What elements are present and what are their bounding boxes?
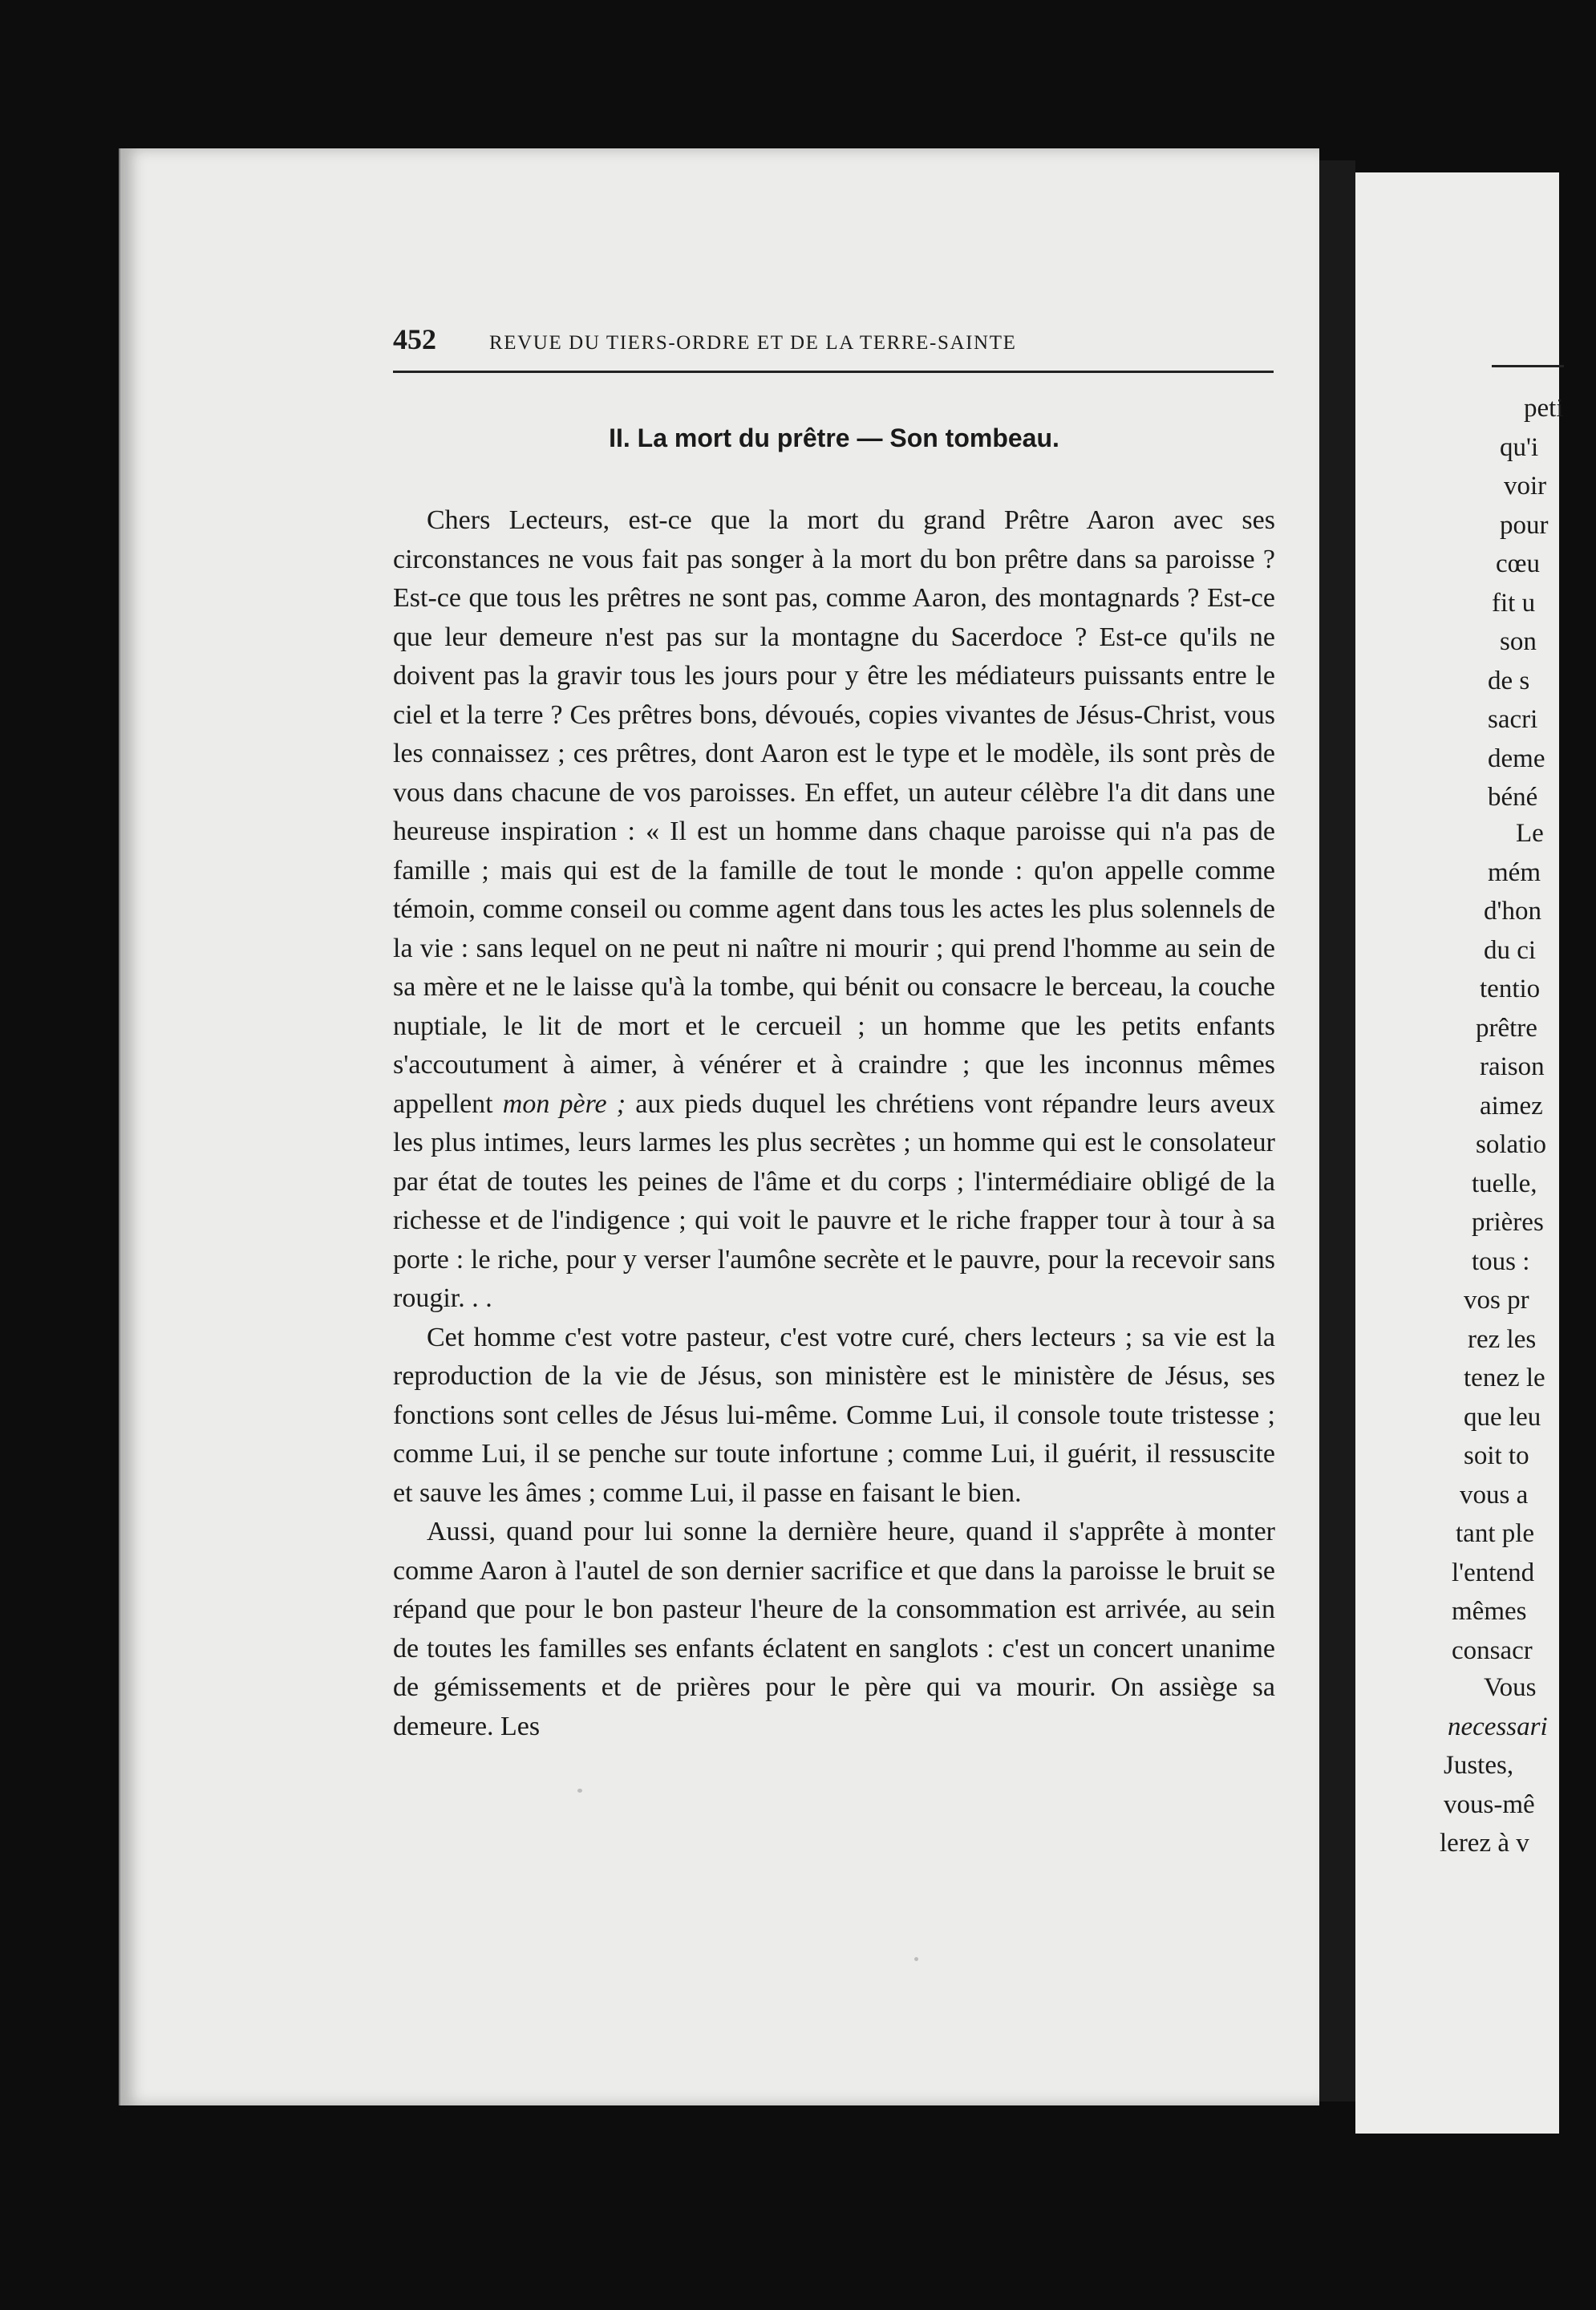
body-text [393,501,1275,1746]
right-page-line: Vous [1484,1673,1537,1702]
right-page-line: Le [1516,819,1544,848]
right-page-line: prières [1472,1208,1544,1237]
right-page-line: tenez le [1464,1364,1545,1392]
right-page-line: vous a [1460,1480,1529,1510]
right-page-line: de s [1488,666,1530,695]
paragraph: Aussi, quand pour lui sonne la dernière heure, quand il s'apprête à monter comme Aaron à l'autel de son dernier sacrifice et que dans la paroisse le bruit se répand que pour le bon pasteur l'heure de la consommation est arrivée, au sein de toutes les familles ses enfants éclatent en sanglots : c'est un concert unanime de gémissements et de prières pour le père qui va mourir. On assiège sa demeure. Les [393,1517,1275,1741]
right-page-line: que leu [1464,1402,1541,1432]
right-page-line: tuelle, [1472,1169,1537,1198]
right-page-line: fit u [1492,588,1536,618]
right-page-line: Justes, [1444,1751,1514,1780]
running-head: REVUE DU TIERS-ORDRE ET DE LA TERRE-SAINTE [489,332,1017,354]
paper-speck [914,1957,918,1961]
right-page-line: voir [1504,472,1547,500]
paragraph: Cet homme c'est votre pasteur, c'est votre curé, chers lecteurs ; sa vie est la reproduction de la vie de Jésus, son ministère est le ministère de Jésus, ses fonctions sont celles de Jésus lui-même. Comme Lui, il console toute tristesse ; comme Lui, il se penche sur toute infortune ; comme Lui, il guérit, il ressuscite et sauve les âmes ; comme Lui, il passe en faisant le bien. [393,1322,1275,1508]
paragraph [393,501,1275,1319]
italic-phrase: mon père ; [502,1088,626,1119]
right-page-line: consacr [1452,1635,1533,1665]
page-header [393,322,1275,364]
section-title: II. La mort du prêtre — Son tombeau. [609,424,1059,452]
right-page-line: solatio [1476,1130,1546,1159]
right-page-line: l'entend [1452,1558,1535,1587]
right-page-line: béné [1488,783,1538,812]
right-page-line: d'hon [1484,897,1541,926]
right-page-line: soit to [1464,1441,1529,1470]
right-page-line: mêmes [1452,1597,1527,1626]
header-rule [393,371,1274,373]
right-page-line: lerez à v [1440,1829,1529,1858]
right-header-rule [1492,365,1564,367]
right-page-line: mém [1488,857,1541,887]
right-page-line: tant ple [1456,1519,1535,1548]
right-page-line: son [1500,627,1537,656]
right-page-line: pour [1500,510,1549,540]
right-page-line: peti [1524,394,1564,423]
right-page-line: raison [1480,1052,1545,1081]
book-gutter [1319,160,1355,2101]
right-page-line: vos pr [1464,1286,1529,1315]
right-page-line: sacri [1488,705,1538,734]
right-page-line: qu'i [1500,432,1539,462]
right-page-line: deme [1488,744,1545,773]
right-page-line: prêtre [1476,1013,1537,1043]
paragraph-text: Chers Lecteurs, est-ce que la mort du grand Prêtre Aaron avec ses circonstances ne vous fait pas songer à la mort du bon prêtre dans sa paroisse ? Est-ce que tous les prêtres ne sont pas, comme Aaron, des montagnards ? Est-ce que leur demeure n'est pas sur la montagne du Sacerdoce ? Est-ce qu'ils ne doivent pas la gravir tous les jours pour y être les médiateurs puissants entre le ciel et la terre ? Ces prêtres bons, dévoués, copies vivantes de Jésus-Christ, vous les connaissez ; ces prêtres, dont Aaron est le type et le modèle, ils sont près de vous dans chacune de vos paroisses. En effet, un auteur célèbre l'a dit dans une heureuse inspiration : « Il est un homme dans chaque paroisse qui n'a pas de famille ; mais qui est de la famille de tout le monde : qu'on appelle comme témoin, comme conseil ou comme agent dans tous les actes les plus solennels de la vie : sans lequel on ne peut ni naître ni mourir ; qui prend l'homme au sein de sa mère et ne le laisse qu'à la tombe, qui bénit ou consacre le berceau, la couche nuptiale, le lit de mort et le cercueil ; un homme que les petits enfants s'accoutument à aimer, à vénérer et à craindre ; que les inconnus mêmes appellent [393,505,1275,1119]
right-page-line: tous : [1472,1246,1530,1276]
paper-speck [577,1789,582,1793]
right-page-line: aimez [1480,1091,1543,1121]
page-number: 452 [393,323,436,355]
right-page-line: du ci [1484,935,1537,965]
right-page-line: vous-mê [1444,1789,1535,1819]
right-page-line: tentio [1480,975,1541,1003]
right-page-line: necessari [1448,1712,1548,1741]
paragraph-text: aux pieds duquel les chrétiens vont répandre leurs aveux les plus intimes, leurs larmes les plus secrètes ; un homme qui est le consolateur par état de toutes les peines de l'âme et du corps ; l'intermédiaire obligé de la richesse et de l'indigence ; qui voit le pauvre et le riche frapper tour à tour à sa porte : le riche, pour y verser l'aumône secrète et le pauvre, pour la recevoir sans rougir. . . [393,1088,1276,1313]
right-page-line: cœu [1496,549,1540,578]
right-page-line: rez les [1468,1324,1537,1354]
